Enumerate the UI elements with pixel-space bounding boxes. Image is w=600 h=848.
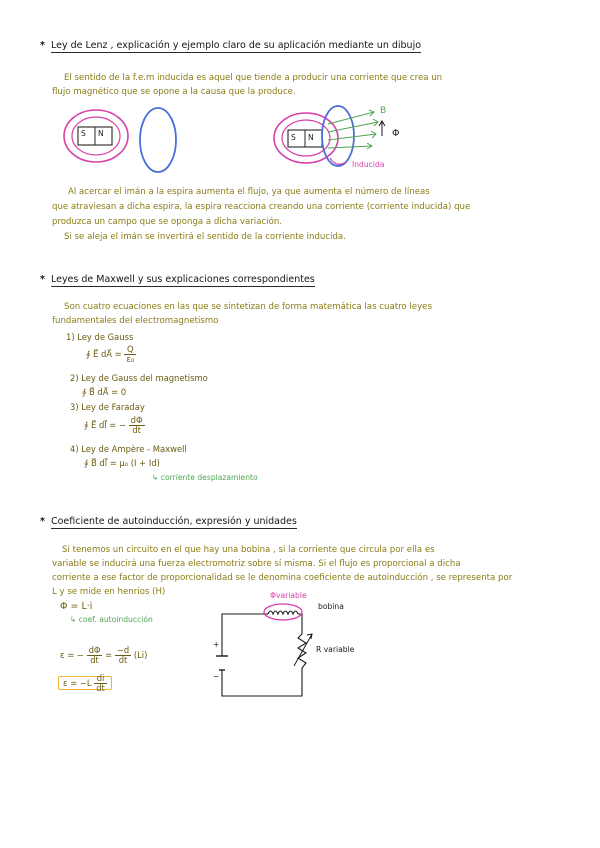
boxed-emf-equation: ε = −L $\frac{di}{dt}$ [58, 674, 112, 693]
displacement-current-note: ↳ corriente desplazamiento [152, 473, 258, 482]
self-induction-line1: Si tenemos un circuito en el que hay una bobina , si la corriente que circula por ella es [62, 545, 435, 555]
battery-minus-label: − [213, 672, 220, 681]
section3-title [40, 516, 297, 527]
maxwell-intro-line1: Son cuatro ecuaciones en las que se sintetizan de forma matemática las cuatro leyes [64, 302, 432, 312]
section3-title-text: Coeficiente de autoinducción, expresión y unidades [50, 516, 297, 527]
coil-label: bobina [318, 602, 344, 611]
maxwell-law4-title: 4) Ley de Ampère - Maxwell [70, 444, 187, 454]
bullet-star: * [40, 274, 45, 285]
field-b-label: B [380, 106, 387, 116]
variable-resistor-label: R variable [316, 645, 355, 654]
maxwell-law1-equation: ∮ E⃗ dA⃗ = $\frac{Q}{\text{ε₀}}$ [86, 344, 135, 364]
maxwell-law3-title: 3) Ley de Faraday [70, 402, 145, 412]
lenz-explanation-line1: Al acercar el imán a la espira aumenta el flujo, ya que aumenta el número de líneas [68, 187, 430, 197]
emf-equation: ε = − $\frac{d\Phi}{dt}$ = $\frac{-d}{dt}$ (Li) [60, 645, 148, 665]
bullet-star: * [40, 40, 45, 51]
lenz-diagram-left [60, 102, 180, 174]
maxwell-law4-equation: ∮ B⃗ dl⃗ = μ₀ (I + Id) [84, 458, 160, 468]
maxwell-law3-equation: ∮ E⃗ dl⃗ = − $\frac{d\Phi}{dt}$ [84, 415, 143, 435]
lenz-explanation-line3: produzca un campo que se oponga a dicha variación. [52, 217, 283, 227]
flux-equation: Φ = L·i [60, 601, 93, 612]
induced-label: Inducida [352, 160, 385, 169]
magnet-n-label: N [98, 129, 104, 138]
self-induction-line2: variable se inducirá una fuerza electromotriz sobre sí misma. Si el flujo es proporcional a dicha [52, 559, 461, 569]
magnet-n-label-2: N [308, 133, 314, 142]
section2-title [40, 274, 315, 285]
section1-title [40, 40, 421, 51]
lenz-explanation-line4: Si se aleja el imán se invertirá el sentido de la corriente inducida. [64, 232, 346, 242]
inductor-coil [268, 611, 298, 614]
maxwell-law2-equation: ∮ B⃗ dA⃗ = 0 [82, 387, 127, 397]
flux-phi-label: Φ [392, 128, 400, 139]
maxwell-intro-line2: fundamentales del electromagnetismo [52, 316, 219, 326]
maxwell-law2-title: 2) Ley de Gauss del magnetismo [70, 373, 208, 383]
magnet-s-label-2: S [291, 133, 296, 142]
section1-title-text: Ley de Lenz , explicación y ejemplo claro de su aplicación mediante un dibujo [50, 40, 422, 51]
variable-flux-label: Φvariable [270, 591, 307, 600]
maxwell-law1-title: 1) Ley de Gauss [66, 332, 134, 342]
coefficient-note: ↳ coef. autoinducción [70, 615, 153, 624]
circuit-wire [222, 614, 268, 656]
magnet-s-label: S [81, 129, 86, 138]
battery-plus-label: + [213, 640, 220, 649]
lenz-definition-line2: flujo magnético que se opone a la causa que la produce. [52, 87, 296, 97]
bullet-star: * [40, 516, 45, 527]
self-induction-line4: L y se mide en henrios (H) [52, 587, 166, 597]
section2-title-text: Leyes de Maxwell y sus explicaciones correspondientes [50, 274, 315, 285]
self-induction-line3: corriente a ese factor de proporcionalidad se le denomina coeficiente de autoinducción , se representa por [52, 573, 513, 583]
circuit-wire [222, 668, 302, 696]
conducting-loop [140, 108, 176, 172]
lenz-explanation-line2: que atraviesan a dicha espira, la espira reacciona creando una corriente (corriente inducida) que [52, 202, 471, 212]
lenz-definition-line1: El sentido de la f.e.m inducida es aquel que tiende a producir una corriente que crea un [64, 73, 443, 83]
